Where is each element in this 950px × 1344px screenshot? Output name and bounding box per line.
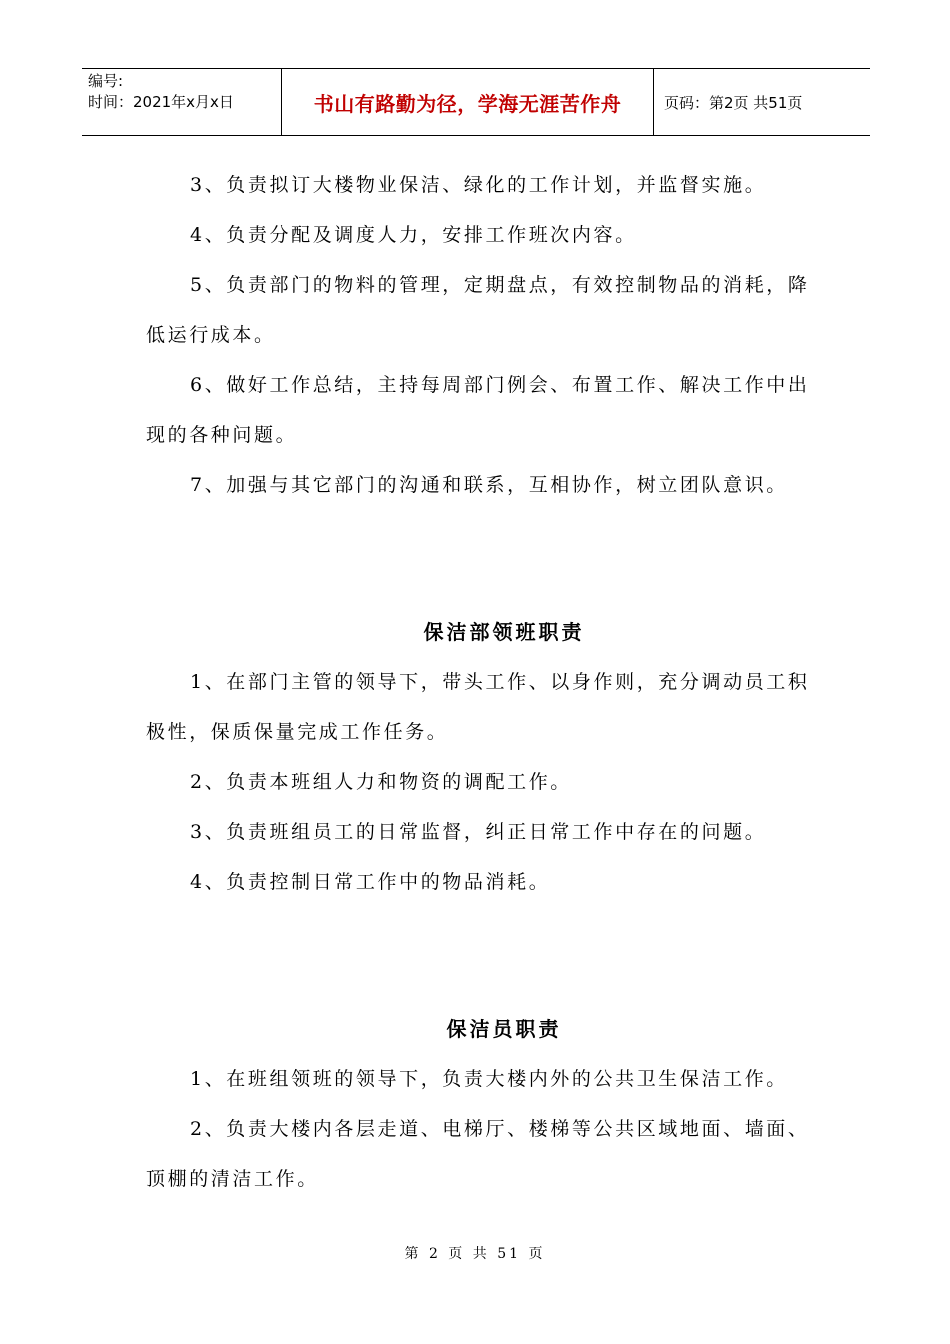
header-page-info: 页码：第2页 共51页: [664, 93, 803, 112]
header-meta: [82, 69, 282, 135]
header-motto: 书山有路勤为径，学海无涯苦作舟: [282, 69, 654, 135]
paragraph: 6、做好工作总结，主持每周部门例会、布置工作、解决工作中出现的各种问题。: [146, 374, 810, 446]
document-time-label: 时间：2021年x月x日: [88, 93, 234, 111]
paragraph: 5、负责部门的物料的管理，定期盘点，有效控制物品的消耗，降低运行成本。: [146, 274, 810, 346]
paragraph: 1、在班组领班的领导下，负责大楼内外的公共卫生保洁工作。: [190, 1068, 788, 1090]
section-spacer: [146, 907, 826, 1004]
section-spacer: [146, 510, 826, 607]
paragraph: 4、负责分配及调度人力，安排工作班次内容。: [190, 224, 637, 246]
paragraph: 7、加强与其它部门的沟通和联系，互相协作，树立团队意识。: [190, 474, 788, 496]
document-number-label: 编号:: [88, 72, 124, 90]
section-title-cleaner: 保洁员职责: [446, 1017, 562, 1041]
paragraph: 2、负责本班组人力和物资的调配工作。: [190, 771, 572, 793]
paragraph: 3、负责班组员工的日常监督，纠正日常工作中存在的问题。: [190, 821, 767, 843]
section-title-leader: 保洁部领班职责: [423, 620, 585, 644]
paragraph: 2、负责大楼内各层走道、电梯厅、楼梯等公共区域地面、墙面、顶棚的清洁工作。: [146, 1118, 810, 1190]
paragraph: 3、负责拟订大楼物业保洁、绿化的工作计划，并监督实施。: [190, 174, 767, 196]
page-footer: 第 2 页 共 51 页: [404, 1246, 546, 1262]
page-header: [82, 68, 870, 136]
paragraph: 4、负责控制日常工作中的物品消耗。: [190, 871, 551, 893]
document-body: [146, 160, 826, 1204]
paragraph: 1、在部门主管的领导下，带头工作、以身作则，充分调动员工积极性，保质保量完成工作任务。: [146, 671, 810, 743]
